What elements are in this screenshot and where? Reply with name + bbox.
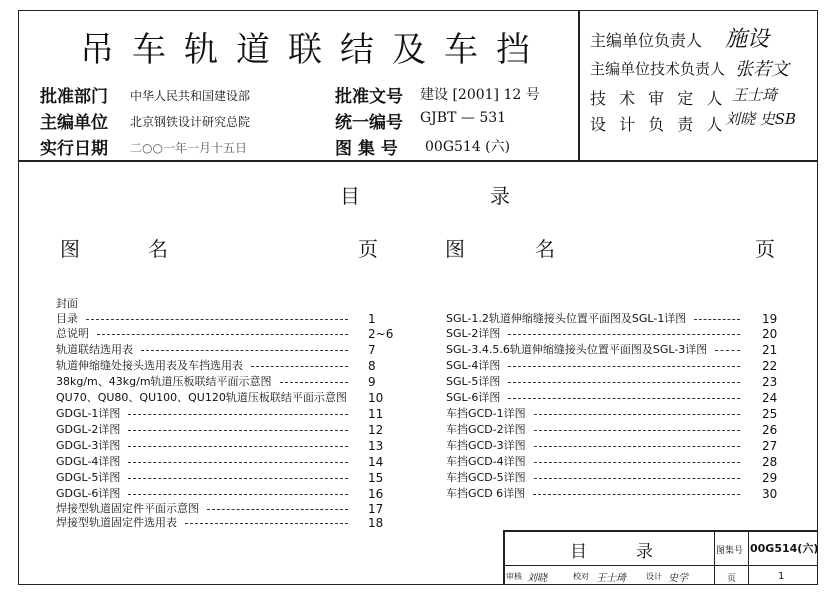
toc-entry-title: 车挡GCD 6详图	[446, 487, 526, 500]
toc-entry-title: 封面	[56, 297, 78, 310]
effective-date-label: 实行日期	[40, 139, 108, 159]
toc-entry-page: 29	[762, 471, 778, 485]
toc-entry-page: 8	[368, 359, 376, 373]
toc-entry-page: 2~6	[368, 327, 394, 341]
toc-entry-title: 轨道联结选用表	[56, 343, 133, 356]
review-label: 审核	[506, 572, 522, 581]
toc-entry-page: 22	[762, 359, 778, 373]
unified-no-label: 统一编号	[335, 113, 403, 133]
toc-entry-page: 27	[762, 439, 778, 453]
toc-entry[interactable]	[446, 342, 748, 358]
toc-entry[interactable]	[446, 406, 748, 422]
chief-editor-label: 主编单位负责人	[590, 31, 703, 50]
toc-entry-page: 20	[762, 327, 778, 341]
toc-entry-page: 12	[368, 423, 384, 437]
toc-entry-page: 30	[762, 487, 778, 501]
atlas-no-value: 00G514(六)	[750, 542, 819, 555]
toc-entry-title: 车挡GCD-5详图	[446, 471, 526, 484]
toc-entry-page: 1	[368, 312, 376, 326]
chief-editor-signature: 施设	[725, 27, 770, 52]
title-block-top-border	[503, 530, 818, 532]
toc-entry[interactable]	[56, 438, 356, 454]
review-signature: 刘晓	[527, 573, 547, 584]
toc-heading-left: 目	[340, 184, 360, 208]
toc-entry-title: 焊接型轨道固定件平面示意图	[56, 502, 199, 515]
toc-entry-title: 车挡GCD-3详图	[446, 439, 526, 452]
toc-entry[interactable]	[56, 358, 356, 374]
toc-entry[interactable]	[56, 454, 356, 470]
technical-reviewer-label: 技 术 审 定 人	[590, 89, 727, 108]
toc-entry[interactable]	[56, 342, 356, 358]
toc-entry[interactable]	[56, 422, 356, 438]
left-col-page-header: 页	[358, 237, 378, 261]
toc-entry[interactable]	[446, 326, 748, 342]
toc-entry[interactable]	[446, 422, 748, 438]
toc-entry-page: 26	[762, 423, 778, 437]
page-title: 吊车轨道联结及车挡	[80, 30, 548, 70]
right-col-page-header: 页	[755, 237, 775, 261]
toc-entry-title: 38kg/m、43kg/m轨道压板联结平面示意图	[56, 375, 272, 388]
toc-entry[interactable]	[56, 311, 356, 327]
toc-entry-title: GDGL-5详图	[56, 471, 121, 484]
toc-entry-title: SGL-6详图	[446, 391, 501, 404]
design-label: 设计	[646, 572, 662, 581]
toc-entry[interactable]	[56, 390, 356, 406]
toc-entry-title: 目录	[56, 312, 78, 325]
approval-dept-label: 批准部门	[40, 87, 108, 107]
right-col-name-header: 名	[535, 237, 555, 261]
toc-entry-title: GDGL-2详图	[56, 423, 121, 436]
toc-entry-page: 13	[368, 439, 384, 453]
approval-doc-value: 建设 [2001] 12 号	[420, 87, 540, 103]
toc-entry-title: 总说明	[56, 327, 89, 340]
toc-entry-page: 11	[368, 407, 384, 421]
toc-entry-title: SGL-4详图	[446, 359, 501, 372]
toc-entry-title: 轨道伸缩缝处接头选用表及车挡选用表	[56, 359, 243, 372]
left-col-name-header: 名	[148, 237, 168, 261]
editor-unit-value: 北京钢铁设计研究总院	[130, 115, 251, 129]
design-lead-signature: 刘晓 史SB	[725, 110, 797, 128]
page-label: 页	[727, 574, 737, 584]
design-lead-label: 设 计 负 责 人	[590, 115, 727, 134]
tech-chief-label: 主编单位技术负责人	[590, 60, 726, 78]
page-number: 1	[778, 571, 785, 582]
toc-entry[interactable]	[446, 486, 748, 502]
toc-entry[interactable]	[446, 454, 748, 470]
toc-entry-page: 14	[368, 455, 384, 469]
toc-entry-page: 16	[368, 487, 384, 501]
toc-entry-title: QU70、QU80、QU100、QU120轨道压板联结平面示意图	[56, 391, 347, 404]
toc-entry[interactable]	[56, 374, 356, 390]
toc-entry-title: 车挡GCD-2详图	[446, 423, 526, 436]
title-block-divider-2	[748, 530, 749, 585]
toc-entry-page: 19	[762, 312, 778, 326]
toc-entry[interactable]	[56, 486, 356, 502]
toc-entry[interactable]	[446, 438, 748, 454]
unified-no-value: GJBT — 531	[420, 110, 507, 126]
toc-entry-title: GDGL-4详图	[56, 455, 121, 468]
toc-entry-title: SGL-1.2轨道伸缩缝接头位置平面图及SGL-1详图	[446, 312, 687, 325]
technical-reviewer-signature: 王士琦	[732, 86, 778, 104]
title-block-mid-border	[503, 565, 818, 566]
toc-entry-title: 焊接型轨道固定件选用表	[56, 516, 177, 529]
toc-entry-title: SGL-2详图	[446, 327, 501, 340]
toc-entry[interactable]	[446, 311, 748, 327]
right-col-fig-header: 图	[445, 237, 465, 261]
toc-entry[interactable]	[446, 390, 748, 406]
atlas-no-value: 00G514 (六)	[425, 139, 511, 155]
toc-entry-title: 车挡GCD-4详图	[446, 455, 526, 468]
toc-entry-title: GDGL-3详图	[56, 439, 121, 452]
header-vertical-divider	[578, 10, 580, 160]
toc-entry-page: 24	[762, 391, 778, 405]
toc-entry-page: 15	[368, 471, 384, 485]
toc-entry[interactable]	[446, 470, 748, 486]
effective-date-value: 二○○一年一月十五日	[130, 141, 247, 155]
toc-heading-right: 录	[490, 184, 510, 208]
toc-entry-page: 21	[762, 343, 778, 357]
toc-entry[interactable]	[446, 358, 748, 374]
editor-unit-label: 主编单位	[40, 113, 108, 133]
toc-entry-page: 25	[762, 407, 778, 421]
left-col-fig-header: 图	[60, 237, 80, 261]
toc-entry-page: 28	[762, 455, 778, 469]
toc-entry[interactable]	[56, 470, 356, 486]
title-block-name-right: 录	[636, 542, 653, 562]
toc-entry-title: 车挡GCD-1详图	[446, 407, 526, 420]
toc-entry-title: SGL-3.4.5.6轨道伸缩缝接头位置平面图及SGL-3详图	[446, 343, 708, 356]
toc-entry-page: 18	[368, 516, 384, 530]
check-signature: 王士琦	[596, 573, 626, 584]
toc-entry-title: GDGL-1详图	[56, 407, 121, 420]
toc-entry[interactable]	[56, 515, 356, 531]
toc-entry-title: GDGL-6详图	[56, 487, 121, 500]
toc-entry[interactable]	[56, 326, 356, 342]
design-signature: 史学	[668, 573, 688, 584]
toc-entry-title: SGL-5详图	[446, 375, 501, 388]
toc-entry-page: 9	[368, 375, 376, 389]
toc-entry-page: 17	[368, 502, 384, 516]
title-block-left-border	[503, 530, 505, 585]
approval-doc-label: 批准文号	[335, 87, 403, 107]
title-block-divider	[714, 530, 715, 585]
atlas-no-label: 图集号	[716, 546, 744, 556]
toc-entry[interactable]	[446, 374, 748, 390]
toc-entry[interactable]	[56, 296, 356, 312]
toc-entry-page: 23	[762, 375, 778, 389]
tech-chief-signature: 张若文	[735, 59, 789, 80]
header-divider	[18, 160, 818, 162]
toc-entry[interactable]	[56, 406, 356, 422]
atlas-no-label: 图 集 号	[335, 139, 398, 159]
title-block-name-left: 目	[570, 542, 587, 562]
check-label: 校对	[573, 572, 589, 581]
toc-entry-page: 7	[368, 343, 376, 357]
approval-dept-value: 中华人民共和国建设部	[130, 89, 251, 103]
toc-entry-page: 10	[368, 391, 384, 405]
